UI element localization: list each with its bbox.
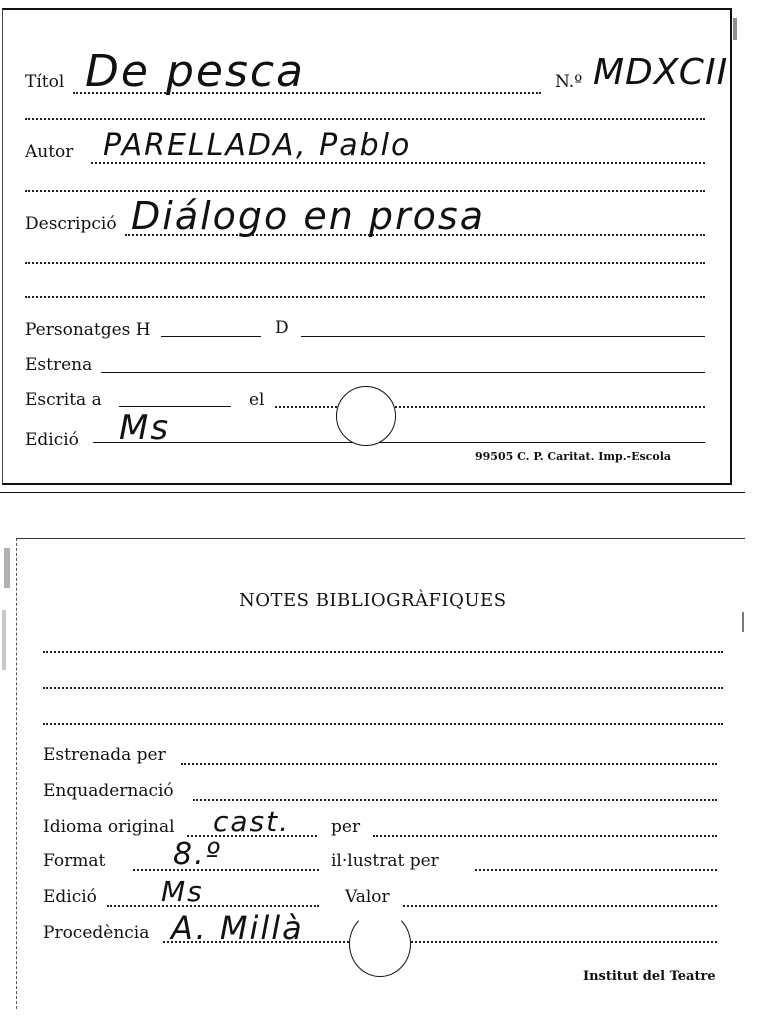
personatges-d-line	[301, 336, 705, 337]
el-label: el	[249, 390, 265, 410]
personatges-d-label: D	[275, 318, 289, 338]
procedencia-value: A. Millà	[171, 909, 304, 947]
scan-speck	[2, 610, 6, 670]
enquadernacio-label: Enquadernació	[43, 781, 174, 801]
il-lustrat-dotted-line	[475, 869, 717, 871]
format-dotted-line	[133, 869, 319, 871]
dotted-line	[43, 687, 723, 689]
dotted-line	[25, 118, 705, 120]
enquadernacio-dotted-line	[193, 799, 717, 801]
estrena-line	[101, 372, 705, 373]
estrenada-dotted-line	[181, 763, 717, 765]
scan-speck	[742, 612, 744, 632]
institute-name: Institut del Teatre	[583, 969, 716, 984]
punch-hole	[336, 386, 396, 446]
personatges-label: Personatges H	[25, 320, 151, 340]
scan-speck	[733, 18, 737, 40]
titol-value: De pesca	[85, 46, 306, 97]
idioma-label: Idioma original	[43, 817, 175, 837]
descripcio-label: Descripció	[25, 214, 117, 234]
personatges-h-line	[161, 336, 261, 337]
dotted-line	[25, 190, 705, 192]
back-edicio-dotted-line	[107, 905, 319, 907]
valor-dotted-line	[403, 905, 717, 907]
notes-heading: NOTES BIBLIOGRÀFIQUES	[239, 590, 507, 611]
back-edicio-label: Edició	[43, 887, 97, 907]
procedencia-label: Procedència	[43, 923, 150, 943]
per-label: per	[331, 817, 361, 837]
catalog-card-back	[16, 538, 745, 1009]
dotted-line	[25, 262, 705, 264]
dotted-line	[43, 723, 723, 725]
titol-label: Títol	[25, 72, 65, 92]
punch-hole	[349, 911, 411, 977]
format-label: Format	[43, 851, 106, 871]
edicio-label: Edició	[25, 430, 79, 450]
scan-speck	[4, 548, 10, 588]
card-separator	[0, 492, 745, 493]
escrita-line	[119, 406, 231, 407]
edicio-line	[93, 442, 705, 443]
dotted-line	[25, 296, 705, 298]
autor-value: PARELLADA, Pablo	[103, 128, 412, 163]
printer-note: 99505 C. P. Caritat. Imp.-Escola	[475, 450, 672, 463]
il-lustrat-label: il·lustrat per	[331, 851, 439, 871]
estrenada-label: Estrenada per	[43, 745, 166, 765]
numero-label: N.º	[555, 72, 583, 92]
edicio-value: Ms	[119, 408, 171, 448]
numero-value: MDXCII	[593, 52, 729, 93]
escrita-label: Escrita a	[25, 390, 102, 410]
back-edicio-value: Ms	[161, 875, 204, 908]
autor-label: Autor	[25, 142, 74, 162]
per-dotted-line	[373, 835, 717, 837]
valor-label: Valor	[345, 887, 390, 907]
dotted-line	[43, 651, 723, 653]
idioma-value: cast.	[213, 805, 291, 838]
catalog-card-front	[2, 8, 732, 485]
format-value: 8.º	[173, 837, 222, 872]
descripcio-value: Diálogo en prosa	[131, 194, 485, 238]
estrena-label: Estrena	[25, 355, 93, 375]
